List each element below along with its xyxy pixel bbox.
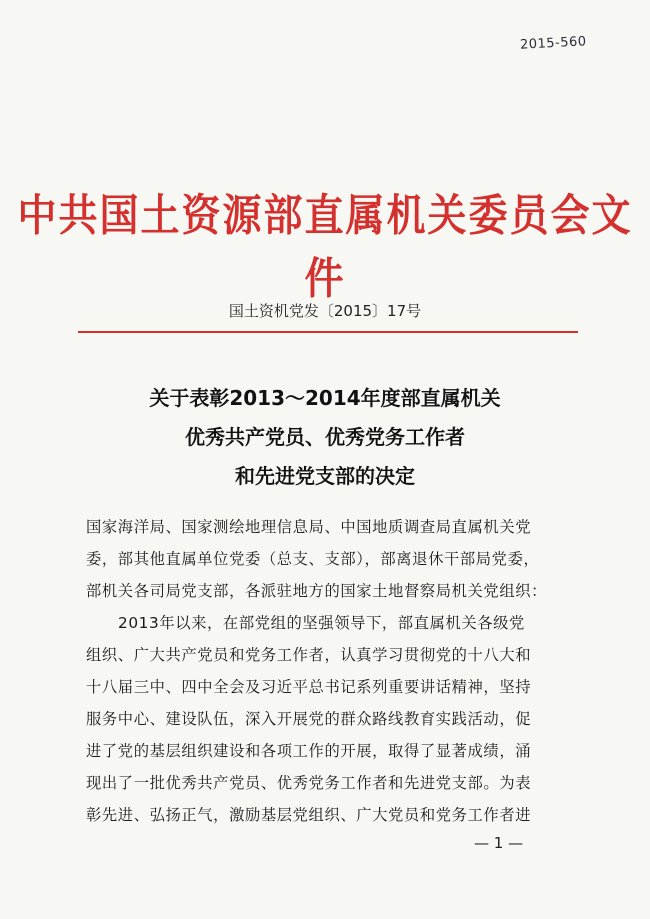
body-paragraph-line: 进了党的基层组织建设和各项工作的开展，取得了显著成绩，涌	[86, 742, 532, 760]
body-paragraph-line: 组织、广大共产党员和党务工作者，认真学习贯彻党的十八大和	[86, 646, 532, 664]
document-header-title: 中共国土资源部直属机关委员会文件	[17, 191, 633, 305]
red-divider-line	[78, 331, 578, 333]
body-line-addressee-2: 委，部其他直属单位党委（总支、支部），部离退休干部局党委，	[86, 550, 540, 568]
body-paragraph-line: 2013年以来，在部党组的坚强领导下，部直属机关各级党	[118, 614, 525, 632]
bleed-through-text	[90, 120, 560, 139]
body-paragraph-line: 现出了一批优秀共产党员、优秀党务工作者和先进党支部。为表	[86, 774, 532, 792]
handwritten-annotation: 2015-560	[519, 34, 587, 53]
document-number: 国土资机党发〔2015〕17号	[228, 302, 422, 320]
body-line-addressee-1: 国家海洋局、国家测绘地理信息局、中国地质调查局直属机关党	[86, 518, 532, 536]
decision-title-line-2: 优秀共产党员、优秀党务工作者	[185, 425, 465, 449]
body-paragraph-line: 十八届三中、四中全会及习近平总书记系列重要讲话精神，坚持	[86, 678, 532, 696]
page-number: — 1 —	[474, 834, 524, 852]
decision-title-line-1: 关于表彰2013～2014年度部直属机关	[149, 386, 501, 410]
body-line-addressee-3: 部机关各司局党支部，各派驻地方的国家土地督察局机关党组织：	[86, 582, 548, 600]
body-paragraph-line: 彰先进、弘扬正气，激励基层党组织、广大党员和党务工作者进	[86, 806, 532, 824]
decision-title-line-3: 和先进党支部的决定	[235, 464, 415, 488]
body-paragraph-line: 服务中心、建设队伍，深入开展党的群众路线教育实践活动，促	[86, 710, 532, 728]
